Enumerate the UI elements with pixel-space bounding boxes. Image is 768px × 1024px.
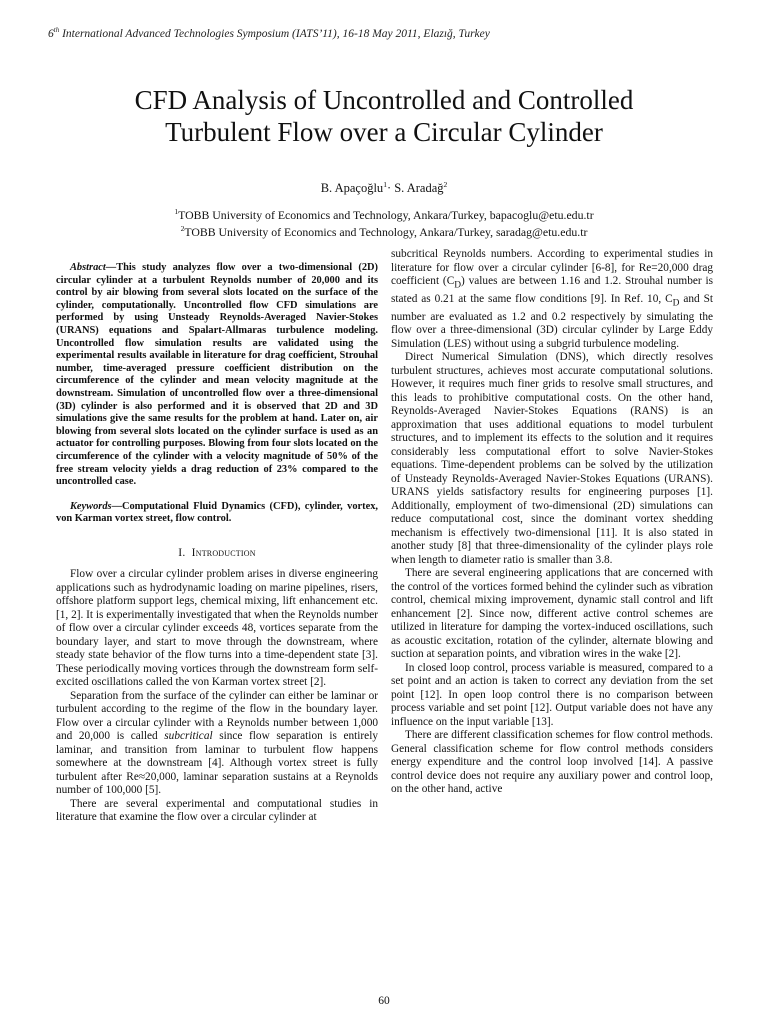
affiliation-1-text: TOBB University of Economics and Technology, Ankara/Turkey, bapacoglu@etu.edu.tr xyxy=(178,207,594,222)
keywords-text: —Computational Fluid Dynamics (CFD), cylinder, vortex, von Karman vortex street, flow control. xyxy=(56,500,378,525)
affiliation-1 xyxy=(48,205,720,222)
right-paragraph-1-part-b: ) values are between 1.16 and 1.2. Strouhal number is stated as 0.21 at the same flow conditions [9]. In Ref. 10, C xyxy=(391,275,713,305)
header-text: International Advanced Technologies Symposium (IATS’11), 16-18 May 2011, Elazığ, Turkey xyxy=(59,27,490,40)
keywords xyxy=(56,501,378,526)
paper-title xyxy=(48,84,720,148)
author-2: S. Aradağ xyxy=(394,181,444,196)
affiliation-1-sup: 1 xyxy=(174,207,179,216)
header-ordinal: 6 xyxy=(48,27,54,40)
section-title: Introduction xyxy=(191,545,256,559)
author-separator: · xyxy=(386,181,395,196)
subcritical-term: subcritical xyxy=(164,730,213,743)
cd-subscript-1: D xyxy=(454,280,462,291)
right-paragraph-5: There are different classification schemes for flow control methods. General classification scheme for flow control methods considers energy expenditure and the control loop involved [14]. A passive control device does not require any auxiliary power and control loop, on the other hand, active xyxy=(391,729,713,795)
right-paragraph-1-part-c: and St number are evaluated as 1.2 and 0.2 respectively by simulating the flow over a three-dimensional (3D) circular cylinder by Large Eddy Simulation (LES) without using a subgrid turbulence modeling. xyxy=(391,292,713,350)
left-paragraph-2-part-b: since flow separation is entirely laminar, and transition from laminar to turbulent flow happens somewhere at the downstream [4]. Although vortex street is fully turbulent after Re≈20,000, laminar separation sustains at a Reynolds number of 100,000 [5]. xyxy=(56,730,378,797)
author-1-sup: 1 xyxy=(383,180,387,189)
cd-subscript-2: D xyxy=(672,298,680,308)
affiliation-2 xyxy=(48,222,720,239)
abstract xyxy=(56,262,378,489)
affiliation-2-text: TOBB University of Economics and Technology, Ankara/Turkey, saradag@etu.edu.tr xyxy=(184,224,588,239)
author-2-sup: 2 xyxy=(443,180,448,189)
affiliations xyxy=(48,205,720,239)
right-column xyxy=(391,248,713,797)
keywords-lead: Keywords xyxy=(70,500,112,512)
left-paragraph-2-part-a: Separation from the surface of the cylinder can either be laminar or turbulent according to the regime of the flow in the boundary layer. Flow over a circular cylinder with a Reynolds number between 1,000 and 20,000 is called xyxy=(56,689,378,743)
right-paragraph-3: There are several engineering applications that are concerned with the control of the vortices formed behind the cylinder such as vibration control, chemical mixing improvement, dynamic stall control and lift enhancement [2]. Since now, different active control schemes are utilized in literature for damping the vortex-induced oscillations, such as acoustic excitation, rotation of the cylinder, alternate blowing and suction at separation points, and vibration wires in the wake [2]. xyxy=(391,567,713,660)
left-paragraph-3: There are several experimental and computational studies in literature that examine the flow over a circular cylinder at xyxy=(56,797,378,824)
affiliation-2-sup: 2 xyxy=(180,223,185,233)
left-column xyxy=(56,248,378,825)
author-list xyxy=(48,180,720,196)
page-number: 60 xyxy=(378,995,390,1007)
running-header xyxy=(48,26,728,40)
left-paragraph-1: Flow over a circular cylinder problem arises in diverse engineering applications such as hydrodynamic loading on marine pipelines, risers, offshore platform support legs, chemical mixing, lift enhancement etc. [1, 2]. It is experimentally investigated that when the Reynolds number of flow over a circular cylinder exceeds 48, vortices separate from the boundary layer, and start to move through the downstream, where steady state behavior of the flow turns into a time-dependent state [3]. These periodically moving vortices through the downstream form self-excited oscillations called the von Karman vortex street [2]. xyxy=(56,568,378,689)
title-line-2: Turbulent Flow over a Circular Cylinder xyxy=(165,117,603,147)
right-paragraph-2: Direct Numerical Simulation (DNS), which directly resolves turbulent structures, achieves most accurate computational solutions. However, it requires much finer grids to resolve small structures, and this leads to prohibitive computational costs. On the other hand, Reynolds-Averaged Navier-Stokes Equations (RANS) is an approximation that uses additional equations to model turbulent structures, and to implement its effects to the solution and it requires considerably less computational effort to solve Navier-Stokes equations. Time-dependent problems can be solved by the utilization of Unsteady Reynolds-Averaged Navier-Stokes Equations (URANS). URANS yields satisfactory results for engineering purposes [1]. Additionally, employment of two-dimensional (2D) simulations can reduce computational cost, since the dominant vortex shedding mechanism is effectively two-dimensional [11]. It is also stated in another study [8] that three-dimensionality of the cylinder plays role when length to diameter ratio is smaller than 3.8. xyxy=(391,351,713,566)
author-1: B. Apaçoğlu xyxy=(320,181,384,196)
title-line-1: CFD Analysis of Uncontrolled and Controlled xyxy=(134,85,634,115)
right-paragraph-1 xyxy=(391,248,713,351)
abstract-lead: Abstract xyxy=(70,262,106,273)
left-paragraph-2 xyxy=(56,690,378,798)
header-ordinal-suffix: th xyxy=(53,26,60,34)
right-paragraph-4: In closed loop control, process variable is measured, compared to a set point and an action is taken to correct any deviation from the set point [12]. In open loop control there is no comparison between process variable and set point [12]. Output variable does not have any influence on the input variable [13]. xyxy=(391,661,713,728)
section-numeral: I. xyxy=(178,545,186,559)
right-paragraph-1-part-a: subcritical Reynolds numbers. According to experimental studies in literature for flow over a circular cylinder [6-8], for Re=20,000 drag coefficient (C xyxy=(391,248,713,287)
section-heading-introduction xyxy=(56,546,378,560)
abstract-text: —This study analyzes flow over a two-dimensional (2D) circular cylinder at a turbulent Reynolds number of 20,000 and its control by air blowing from several slots located on the surface of the cylinder, computationally. Uncontrolled flow CFD simulations are performed by using Unsteady Reynolds-Averaged Navier-Stokes (URANS) equations and Spalart-Allmaras turbulence modeling. Uncontrolled flow simulation results are validated using the experimental results available in literature for drag coefficient, Strouhal number, time-averaged pressure coefficient distribution on the circumference of the cylinder and mean velocity magnitude at the downstream. Simulation of uncontrolled flow over a three-dimensional (3D) cylinder is also performed and it is observed that 2D and 3D simulations give the same results for the problem at hand. Later on, air blowing from several slots located on the cylinder surface is used as an actuator for controlling purposes. Blowing from four slots located on the circumference of the cylinder with a velocity magnitude of 50% of the free stream velocity yields a drag reduction of 23% compared to the uncontrolled case. xyxy=(56,262,378,488)
